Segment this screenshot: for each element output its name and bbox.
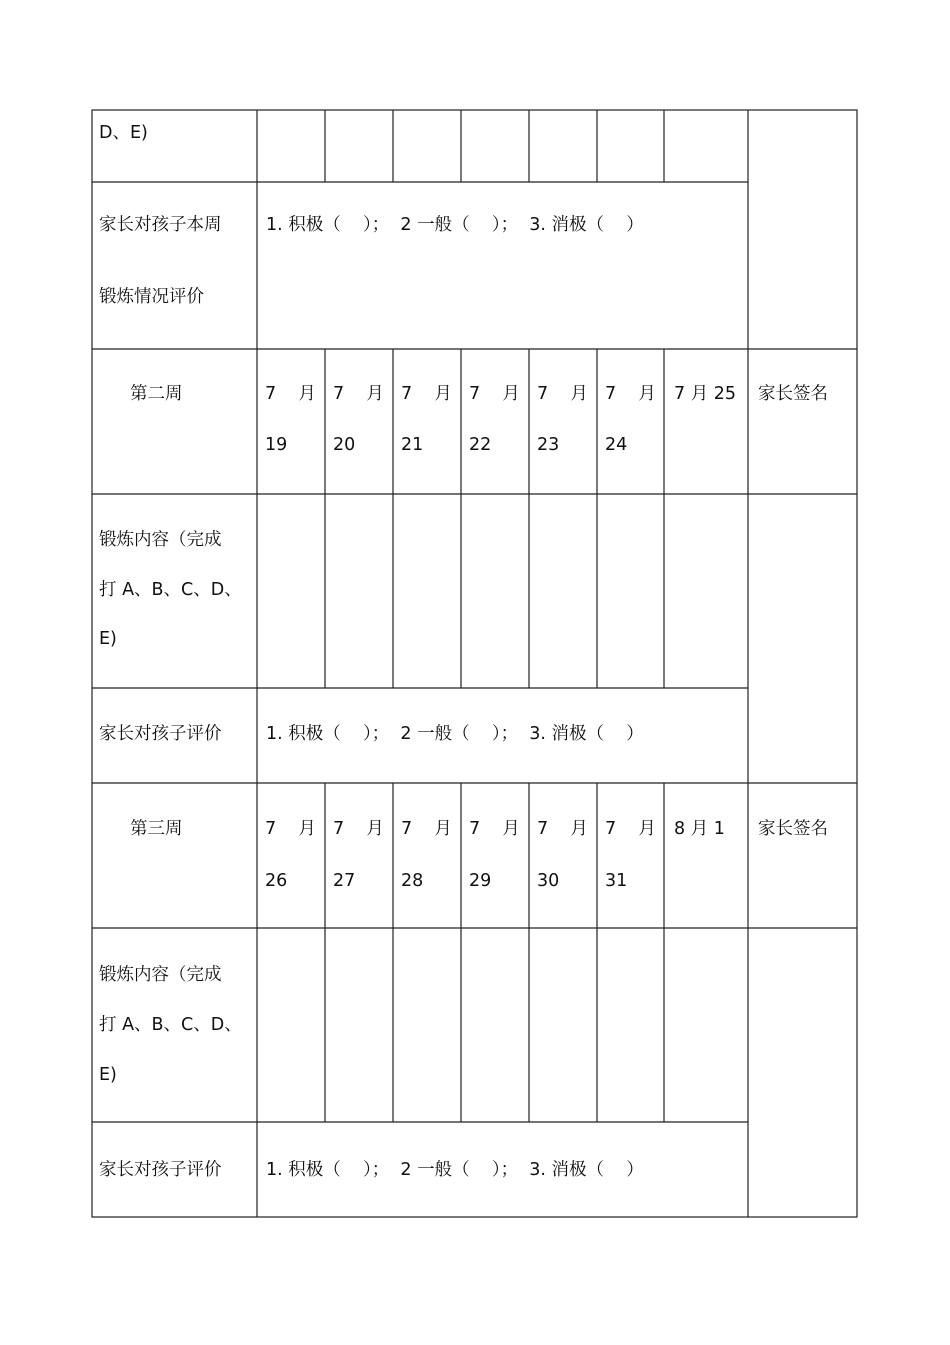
- week1-content-label-end: D、E): [99, 123, 148, 143]
- week2-date-6-day: 24: [605, 435, 628, 455]
- week3-date-4-day: 29: [469, 871, 492, 891]
- week2-content-label-line3: E): [99, 629, 117, 649]
- week3-date-6-month: 7 月: [605, 819, 656, 839]
- week3-date-5-month: 7 月: [537, 819, 588, 839]
- week2-date-5-day: 23: [537, 435, 560, 455]
- week2-date-6-month: 7 月: [605, 384, 656, 404]
- week1-eval-options: 1. 积极（ ）； 2 一般（ ）； 3. 消极（ ）: [266, 215, 644, 235]
- week3-content-label-line1: 锻炼内容（完成: [99, 965, 222, 985]
- week2-date-1-day: 19: [265, 435, 288, 455]
- week3-date-1-day: 26: [265, 871, 288, 891]
- week3-eval-options: 1. 积极（ ）； 2 一般（ ）； 3. 消极（ ）: [266, 1160, 644, 1180]
- week2-signature-label: 家长签名: [758, 384, 828, 404]
- week3-title: 第三周: [130, 819, 183, 839]
- week1-eval-label-line2: 锻炼情况评价: [99, 287, 204, 307]
- week3-signature-label: 家长签名: [758, 819, 828, 839]
- week2-eval-options: 1. 积极（ ）； 2 一般（ ）； 3. 消极（ ）: [266, 724, 644, 744]
- week3-date-6-day: 31: [605, 871, 628, 891]
- week3-content-label-line2: 打 A、B、C、D、: [99, 1015, 242, 1035]
- week3-date-3-month: 7 月: [401, 819, 452, 839]
- week2-date-1-month: 7 月: [265, 384, 316, 404]
- week3-date-7: 8 月 1: [674, 819, 725, 839]
- week2-content-label-line2: 打 A、B、C、D、: [99, 580, 242, 600]
- week2-title: 第二周: [130, 384, 183, 404]
- week2-date-2-month: 7 月: [333, 384, 384, 404]
- week3-date-5-day: 30: [537, 871, 560, 891]
- week2-eval-label: 家长对孩子评价: [99, 724, 222, 744]
- week3-date-2-month: 7 月: [333, 819, 384, 839]
- week2-date-5-month: 7 月: [537, 384, 588, 404]
- week2-date-7: 7 月 25: [674, 384, 737, 404]
- week3-eval-label: 家长对孩子评价: [99, 1160, 222, 1180]
- week3-date-4-month: 7 月: [469, 819, 520, 839]
- week2-date-2-day: 20: [333, 435, 356, 455]
- week3-content-label-line3: E): [99, 1065, 117, 1085]
- week2-date-4-day: 22: [469, 435, 492, 455]
- week3-date-2-day: 27: [333, 871, 356, 891]
- week2-date-3-month: 7 月: [401, 384, 452, 404]
- week1-eval-label-line1: 家长对孩子本周: [99, 215, 222, 235]
- week2-date-4-month: 7 月: [469, 384, 520, 404]
- week2-content-label-line1: 锻炼内容（完成: [99, 530, 222, 550]
- week3-date-3-day: 28: [401, 871, 424, 891]
- week2-date-3-day: 21: [401, 435, 424, 455]
- week3-date-1-month: 7 月: [265, 819, 316, 839]
